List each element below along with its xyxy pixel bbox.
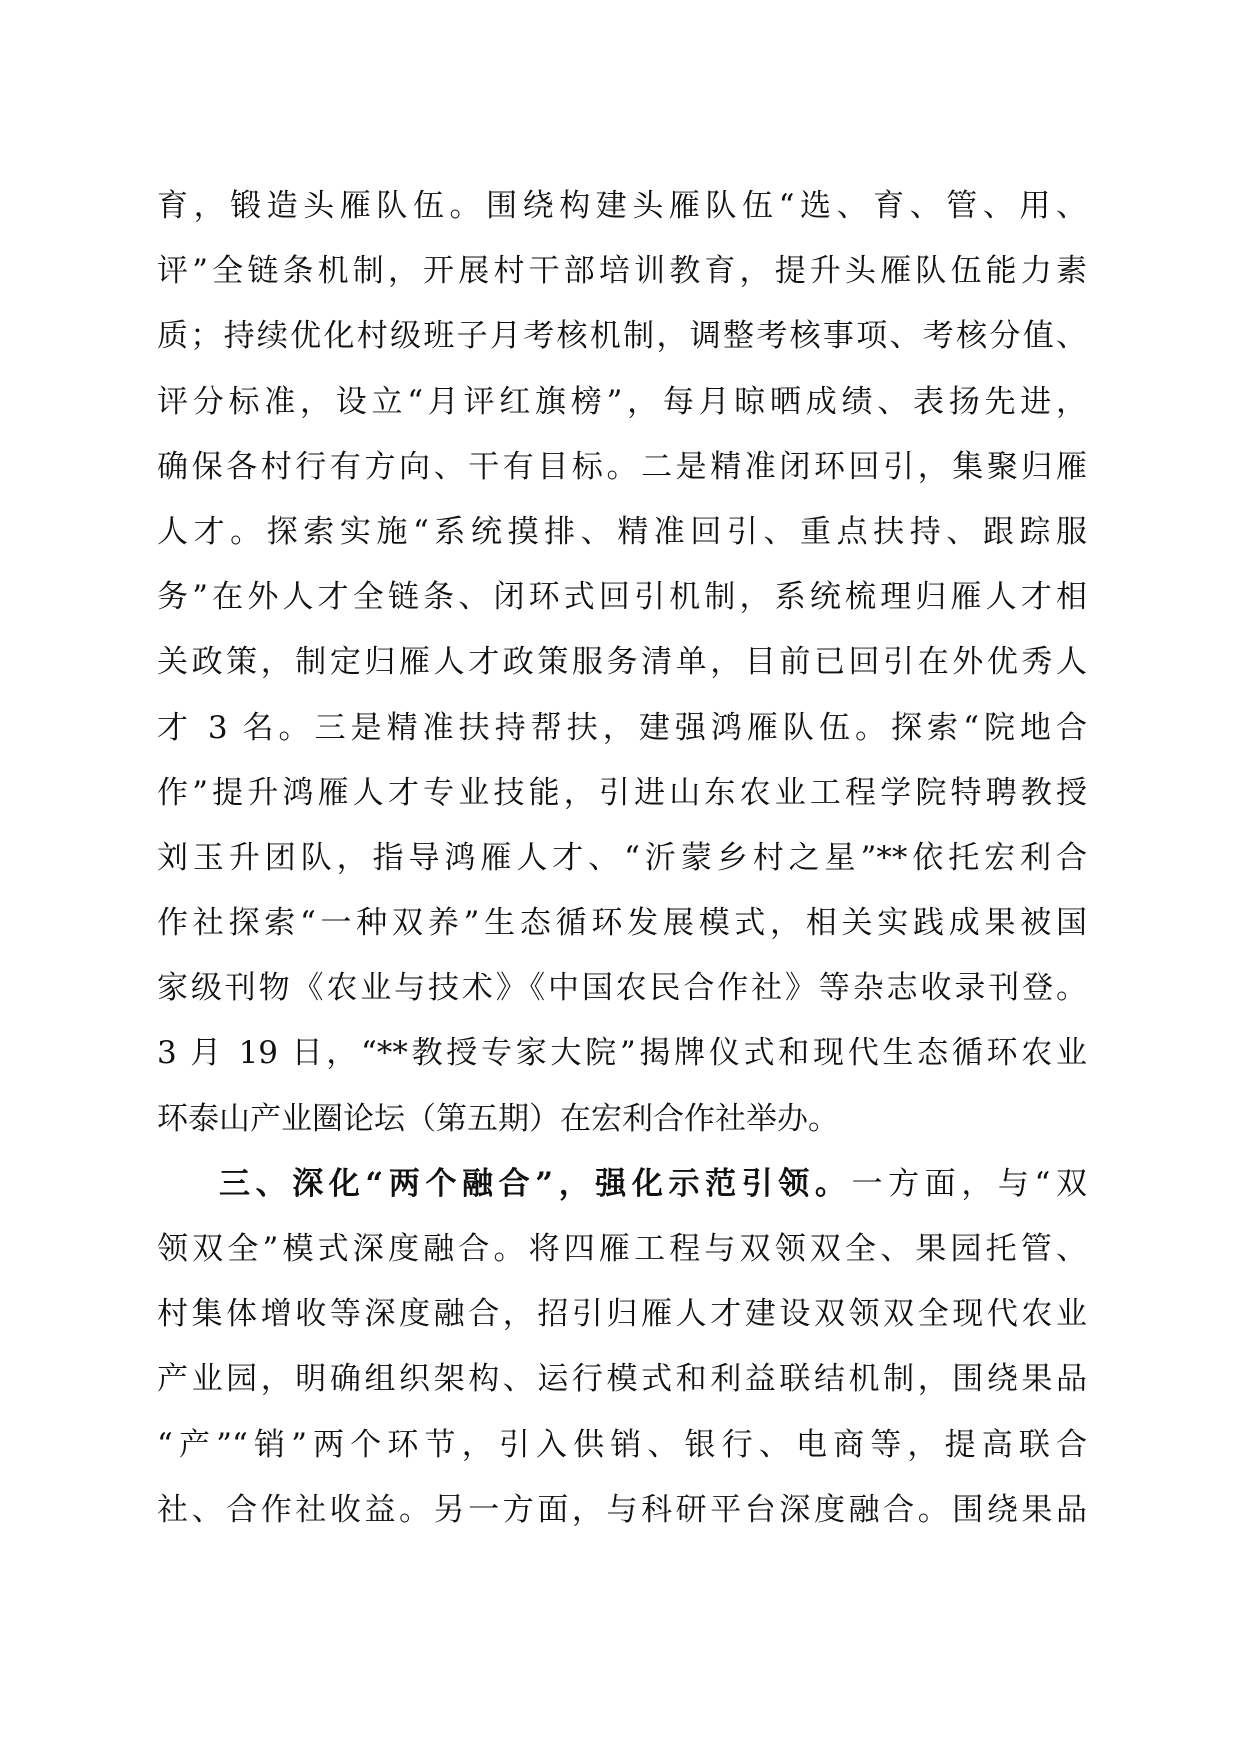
text-line: 刘玉升团队，指导鸿雁人才、“沂蒙乡村之星”**依托宏利合 bbox=[157, 839, 1087, 876]
text-line: 质；持续优化村级班子月考核机制，调整考核事项、考核分值、 bbox=[157, 318, 1087, 355]
paragraph-2 bbox=[157, 1152, 1087, 1543]
text-line: 领双全”模式深度融合。将四雁工程与双领双全、果园托管、 bbox=[157, 1231, 1087, 1267]
text-line: 评分标准，设立“月评红旗榜”，每月晾晒成绩、表扬先进， bbox=[157, 383, 1087, 420]
text-line: “产”“销”两个环节，引入供销、银行、电商等，提高联合 bbox=[157, 1426, 1087, 1463]
text-line: 环泰山产业圈论坛（第五期）在宏利合作社举办。 bbox=[157, 1100, 839, 1137]
text-line: 才 3 名。三是精准扶持帮扶，建强鸿雁队伍。探索“院地合 bbox=[157, 709, 1087, 746]
section-heading: 三、深化“两个融合”，强化示范引领。 bbox=[219, 1165, 852, 1202]
text-line: 社、合作社收益。另一方面，与科研平台深度融合。围绕果品 bbox=[157, 1491, 1087, 1528]
text-run: 一方面，与“双 bbox=[851, 1165, 1087, 1202]
text-line: 作”提升鸿雁人才专业技能，引进山东农业工程学院特聘教授 bbox=[157, 774, 1087, 811]
text-line: 家级刊物《农业与技术》《中国农民合作社》等杂志收录刊登。 bbox=[157, 970, 1087, 1007]
text-line: 村集体增收等深度融合，招引归雁人才建设双领双全现代农业 bbox=[157, 1296, 1087, 1333]
text-line: 人才。探索实施“系统摸排、精准回引、重点扶持、跟踪服 bbox=[157, 513, 1087, 550]
body-text bbox=[157, 174, 1087, 1543]
text-line: 确保各村行有方向、干有目标。二是精准闭环回引，集聚归雁 bbox=[157, 448, 1087, 485]
text-line: 关政策，制定归雁人才政策服务清单，目前已回引在外优秀人 bbox=[157, 644, 1087, 681]
paragraph-first-line bbox=[157, 1152, 1087, 1217]
text-line: 育，锻造头雁队伍。围绕构建头雁队伍“选、育、管、用、 bbox=[157, 188, 1087, 224]
text-line: 3 月 19 日，“**教授专家大院”揭牌仪式和现代生态循环农业 bbox=[157, 1035, 1087, 1072]
paragraph-1 bbox=[157, 174, 1087, 1152]
text-line: 评”全链条机制，开展村干部培训教育，提升头雁队伍能力素 bbox=[157, 253, 1087, 290]
text-line: 产业园，明确组织架构、运行模式和利益联结机制，围绕果品 bbox=[157, 1361, 1087, 1398]
text-line: 务”在外人才全链条、闭环式回引机制，系统梳理归雁人才相 bbox=[157, 579, 1087, 616]
text-line: 作社探索“一种双养”生态循环发展模式，相关实践成果被国 bbox=[157, 905, 1087, 942]
